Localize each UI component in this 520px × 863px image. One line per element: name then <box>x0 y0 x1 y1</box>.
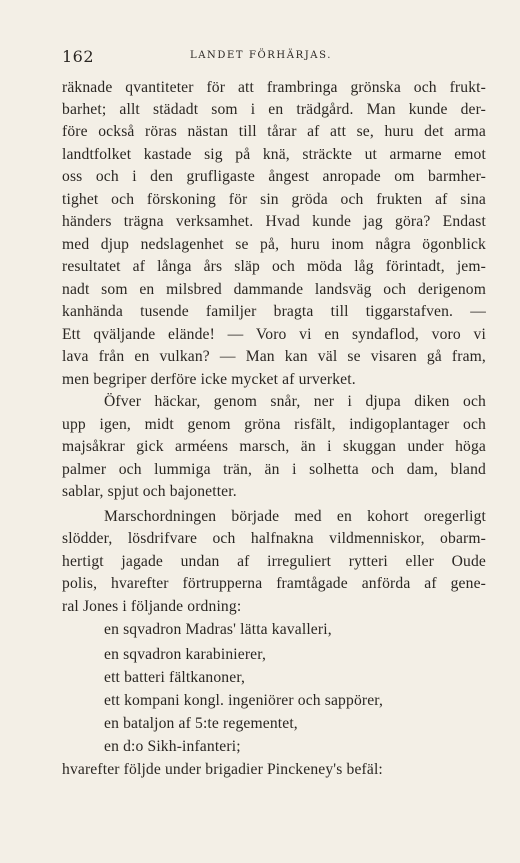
text-line: med djup nedslagenhet se på, huru inom några ögonblick <box>62 236 486 253</box>
text-line: före också röras nästan till tårar af att se, huru det arma <box>62 123 486 140</box>
text-line: upp igen, midt genom gröna risfält, indigoplantager och <box>62 416 486 433</box>
page-number: 162 <box>62 47 95 66</box>
text-line: landtfolket kastade sig på knä, sträckte ut armarne emot <box>62 146 486 163</box>
text-line: räknade qvantiteter för att frambringa grönska och frukt- <box>62 79 486 96</box>
text-line: tighet och förskoning för sin gröda och frukten af sina <box>62 191 486 208</box>
text-line: sablar, spjut och bajonetter. <box>62 483 237 500</box>
text-line: nadt som en milsbred dammande landsväg och derigenom <box>62 281 486 298</box>
list-item: ett batteri fältkanoner, <box>104 669 246 686</box>
text-line: ral Jones i följande ordning: <box>62 598 242 615</box>
list-item: ett kompani kongl. ingeniörer och sappörer, <box>104 692 384 709</box>
text-line: barhet; allt städadt som i en trädgård. Man kunde der- <box>62 101 486 118</box>
text-line: hertigt jagade undan af irreguliert rytteri eller Oude <box>62 553 486 570</box>
list-item: en sqvadron Madras' lätta kavalleri, <box>104 621 332 638</box>
text-line: palmer och lummiga trän, än i solhetta och dam, bland <box>62 461 486 478</box>
text-line: händers trägna verksamhet. Hvad kunde jag göra? Endast <box>62 213 486 230</box>
text-line: slödder, lösdrifvare och halfnakna vildmenniskor, obarm- <box>62 530 486 547</box>
list-item: en d:o Sikh-infanteri; <box>104 738 241 755</box>
list-item: en bataljon af 5:te regementet, <box>104 715 298 732</box>
list-item: en sqvadron karabinierer, <box>104 646 267 663</box>
text-line: Marschordningen började med en kohort oregerligt <box>104 508 486 525</box>
text-line: resultatet af långa års släp och möda låg förintadt, jem- <box>62 258 486 275</box>
page-header <box>62 47 460 67</box>
text-line: Ett qväljande elände! — Voro vi en syndaflod, voro vi <box>62 326 486 343</box>
text-line: hvarefter följde under brigadier Pinckeney's befäl: <box>62 761 383 778</box>
text-line: polis, hvarefter förtrupperna framtågade anförda af gene- <box>62 575 486 592</box>
text-line: men begriper derföre icke mycket af urverket. <box>62 371 356 388</box>
text-line: kanhända tusende familjer bragta till tiggarstafven. — <box>62 303 486 320</box>
text-line: lava från en vulkan? — Man kan väl se visaren gå fram, <box>62 348 486 365</box>
text-line: majsåkrar gick arméens marsch, än i skuggan under höga <box>62 438 486 455</box>
text-line: Öfver häckar, genom snår, ner i djupa diken och <box>104 393 486 410</box>
running-head: LANDET FÖRHÄRJAS. <box>189 50 333 61</box>
text-line: oss och i den grufligaste ångest anropade om barmher- <box>62 168 486 185</box>
